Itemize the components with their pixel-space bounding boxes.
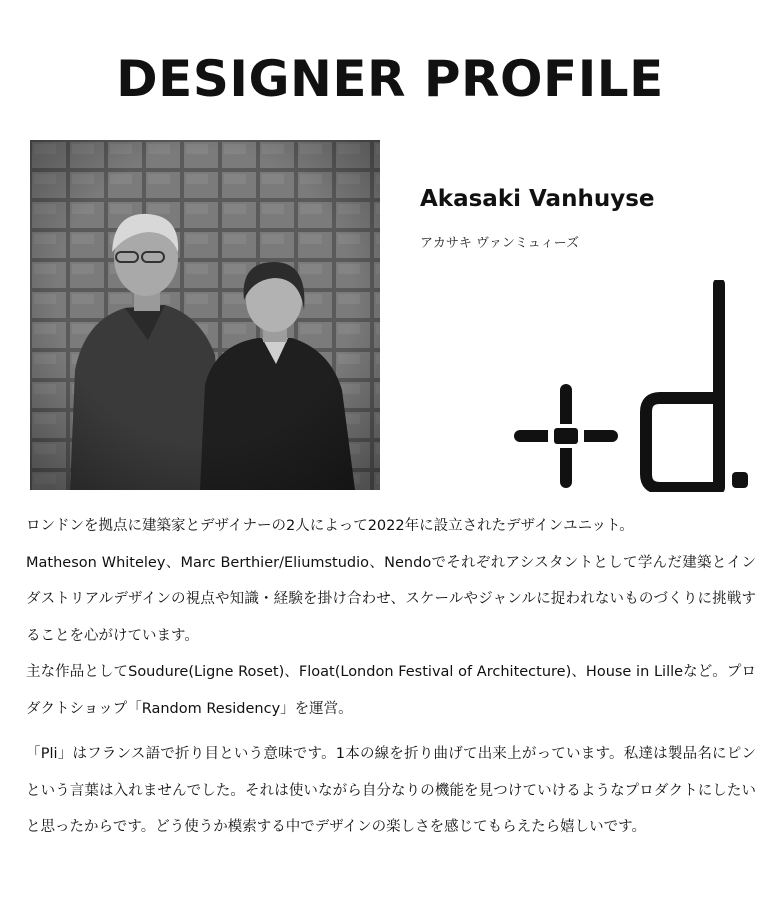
designer-name-kana: アカサキ ヴァンミュィーズ <box>420 236 579 251</box>
page-title: DESIGNER PROFILE <box>116 50 664 108</box>
profile-paragraph-works: 主な作品としてSoudure(Ligne Roset)、Float(London Festival of Architecture)、House in Lilleなど。プロダクトショップ「Random Residency」を運営。 <box>26 664 756 717</box>
profile-paragraph-intro: ロンドンを拠点に建築家とデザイナーの2人によって2022年に設立されたデザインユニット。 <box>26 518 634 534</box>
designer-name: Akasaki Vanhuyse <box>420 186 655 212</box>
profile-paragraph-background: Matheson Whiteley、Marc Berthier/Eliumstudio、Nendoでそれぞれアシスタントとして学んだ建築とインダストリアルデザインの視点や知識・経験を掛け合わせ、スケールやジャンルに捉われないものづくりに挑戦することを心がけています。 <box>26 554 756 644</box>
plus-d-logo <box>514 280 754 496</box>
profile-text <box>26 508 756 846</box>
designer-portrait-photo <box>30 140 380 490</box>
product-description-paragraph: 「Pli」はフランス語で折り目という意味です。1本の線を折り曲げて出来上がっています。私達は製品名にピンという言葉は入れませんでした。それは使いながら自分なりの機能を見つけていけるようなプロダクトにしたいと思ったからです。どう使うか模索する中でデザインの楽しさを感じてもらえたら嬉しいです。 <box>26 746 756 835</box>
